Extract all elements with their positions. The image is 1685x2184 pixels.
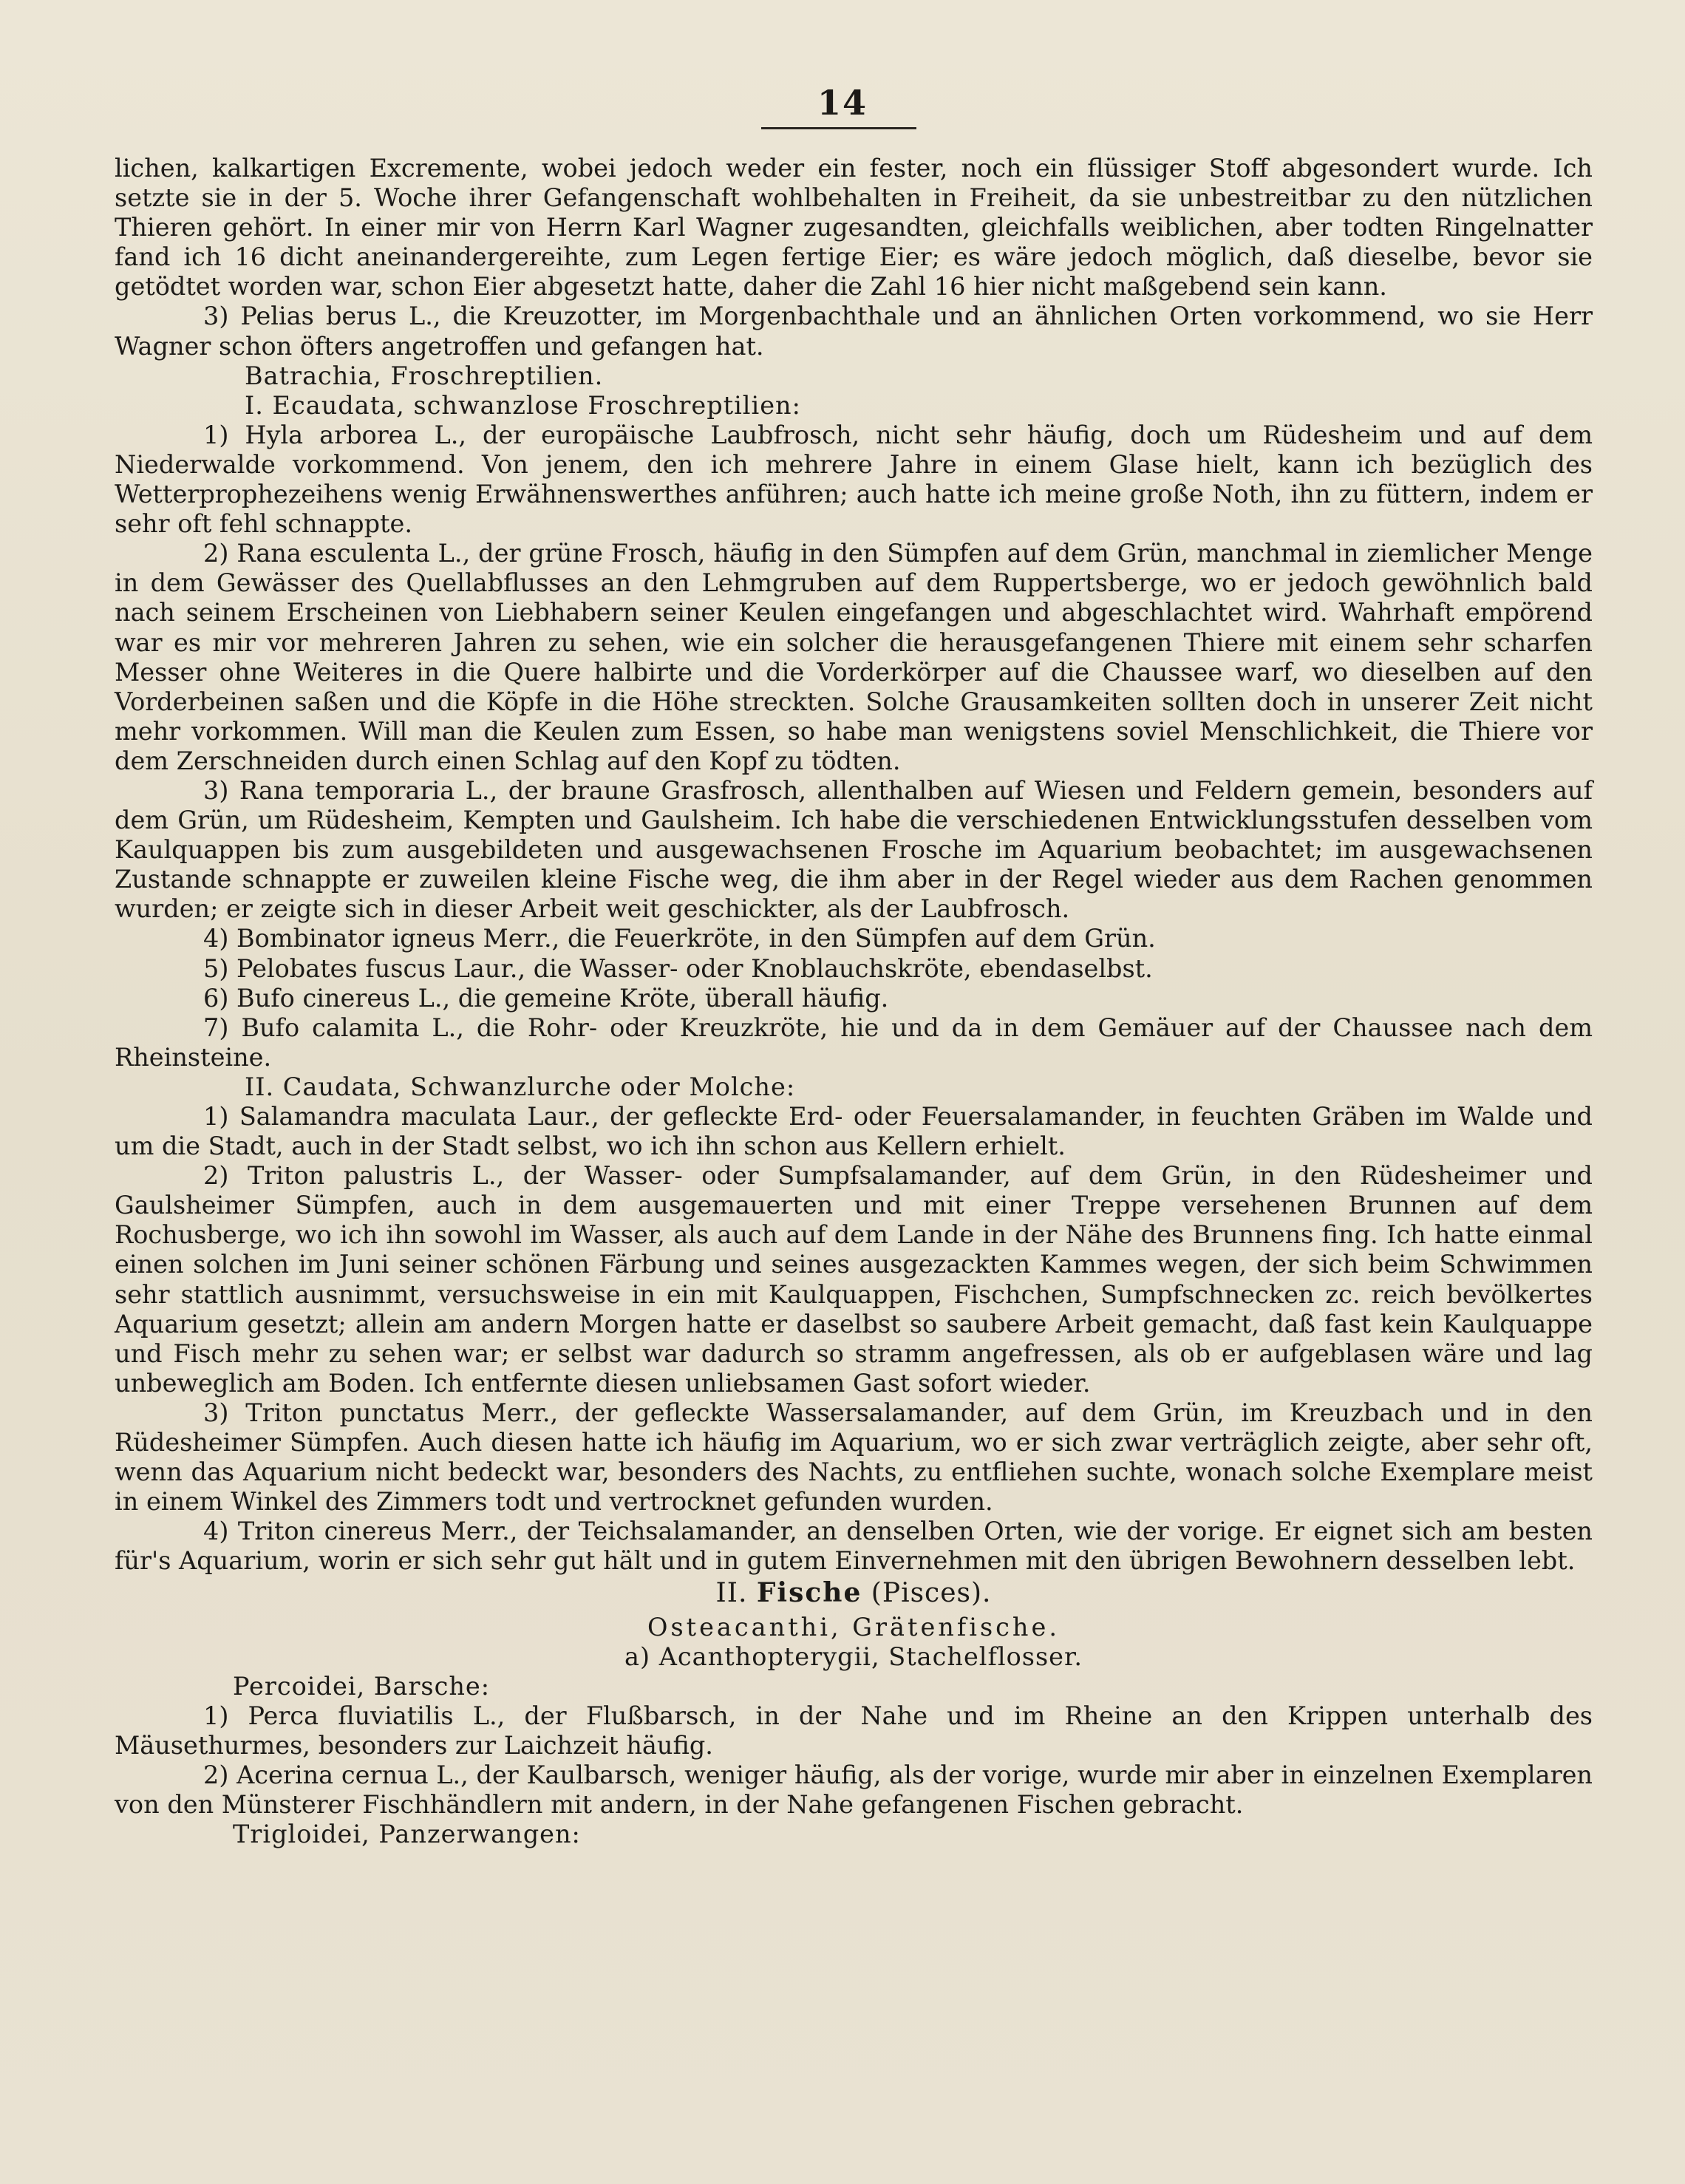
page-number: 14 [817, 83, 868, 123]
paragraph: lichen, kalkartigen Excremente, wobei jedoch weder ein fester, noch ein flüssiger Stoff abgesondert wurde. Ich setzte sie in der 5. Woche ihrer Gefangenschaft wohlbehalten in Freiheit, da sie unbestreitbar zu den nützlichen Thieren gehört. In einer mir von Herrn Karl Wagner zugesandten, gleichfalls weiblichen, aber todten Ringelnatter fand ich 16 dicht aneinandergereihte, zum Legen fertige Eier; es wäre jedoch möglich, daß dieselbe, bevor sie getödtet worden war, schon Eier abgesetzt hatte, daher die Zahl 16 hier nicht maßgebend sein kann. [115, 154, 1593, 302]
paragraph-pelobates: 5) Pelobates fuscus Laur., die Wasser- oder Knoblauchskröte, ebendaselbst. [203, 953, 1153, 983]
heading-acanthopterygii: a) Acanthopterygii, Stachelflosser. [624, 1642, 1083, 1671]
paragraph-triton-palustris: 2) Triton palustris L., der Wasser- oder Sumpfsalamander, auf dem Grün, in den Rüdesheimer und Gaulsheimer Sümpfen, auch in dem ausgemauerten und mit einer Treppe versehenen Brunnen auf dem Rochusberge, wo ich ihn sowohl im Wasser, als auch auf dem Lande in der Nähe des Brunnens fing. Ich hatte einmal einen solchen im Juni seiner schönen Färbung und seines ausgezackten Kammes wegen, der sich beim Schwimmen sehr stattlich ausnimmt, versuchsweise in ein mit Kaulquappen, Fischchen, Sumpfschnecken zc. reich bevölkertes Aquarium gesetzt; allein am andern Morgen hatte er daselbst so saubere Arbeit gemacht, daß fast kein Kaulquappe und Fisch mehr zu sehen war; er selbst war dadurch so stramm angefressen, als ob er aufgeblasen wäre und lag unbeweglich am Boden. Ich entfernte diesen unliebsamen Gast sofort wieder. [115, 1161, 1593, 1398]
paragraph-bufo-calamita: 7) Bufo calamita L., die Rohr- oder Kreuzkröte, hie und da in dem Gemäuer auf der Chaussee nach dem Rheinsteine. [115, 1013, 1593, 1072]
paragraph-perca: 1) Perca fluviatilis L., der Flußbarsch, in der Nahe und im Rheine an den Krippen unterhalb des Mäusethurmes, besonders zur Laichzeit häufig. [115, 1701, 1593, 1760]
heading-fische-latin: (Pisces). [871, 1577, 992, 1608]
paragraph-bombinator: 4) Bombinator igneus Merr., die Feuerkröte, in den Sümpfen auf dem Grün. [203, 924, 1156, 953]
heading-osteacanthi: Osteacanthi, Grätenfische. [647, 1612, 1060, 1642]
paragraph-acerina: 2) Acerina cernua L., der Kaulbarsch, weniger häufig, als der vorige, wurde mir aber in einzelnen Exemplaren von den Münsterer Fischhändlern mit andern, in der Nahe gefangenen Fischen gebracht. [115, 1761, 1593, 1820]
heading-caudata: II. Caudata, Schwanzlurche oder Molche: [245, 1072, 796, 1101]
paragraph-triton-cinereus: 4) Triton cinereus Merr., der Teichsalamander, an denselben Orten, wie der vorige. Er eignet sich am besten für's Aquarium, worin er sich sehr gut hält und in gutem Einvernehmen mit den übrigen Bewohnern desselben lebt. [115, 1517, 1593, 1576]
heading-ecaudata: I. Ecaudata, schwanzlose Froschreptilien: [245, 390, 801, 420]
body-text [115, 154, 1593, 1849]
paragraph-salamandra: 1) Salamandra maculata Laur., der gefleckte Erd- oder Feuersalamander, in feuchten Gräben im Walde und um die Stadt, auch in der Stadt selbst, wo ich ihn schon aus Kellern erhielt. [115, 1102, 1593, 1161]
paragraph-rana-esculenta: 2) Rana esculenta L., der grüne Frosch, häufig in den Sümpfen auf dem Grün, manchmal in ziemlicher Menge in dem Gewässer des Quellabflusses an den Lehmgruben auf dem Ruppertsberge, wo er jedoch gewöhnlich bald nach seinem Erscheinen von Liebhabern seiner Keulen eingefangen und abgeschlachtet wird. Wahrhaft empörend war es mir vor mehreren Jahren zu sehen, wie ein solcher die herausgefangenen Thiere mit einem sehr scharfen Messer ohne Weiteres in die Quere halbirte und die Vorderkörper auf die Chaussee warf, wo dieselben auf den Vorderbeinen saßen und die Köpfe in die Höhe streckten. Solche Grausamkeiten sollten doch in unserer Zeit nicht mehr vorkommen. Will man die Keulen zum Essen, so habe man wenigstens soviel Menschlichkeit, die Thiere vor dem Zerschneiden durch einen Schlag auf den Kopf zu tödten. [115, 539, 1593, 775]
heading-batrachia: Batrachia, Froschreptilien. [245, 361, 604, 390]
paragraph-hyla-arborea: 1) Hyla arborea L., der europäische Laubfrosch, nicht sehr häufig, doch um Rüdesheim und auf dem Niederwalde vorkommend. Von jenem, den ich mehrere Jahre in einem Glase hielt, kann ich bezüglich des Wetterprophezeihens wenig Erwähnenswerthes anführen; auch hatte ich meine große Noth, ihn zu füttern, indem er sehr oft fehl schnappte. [115, 420, 1593, 539]
page-number-rule [761, 127, 916, 129]
heading-fische-number: II. [715, 1577, 748, 1608]
paragraph-bufo-cinereus: 6) Bufo cinereus L., die gemeine Kröte, überall häufig. [203, 983, 889, 1013]
paragraph-rana-temporaria: 3) Rana temporaria L., der braune Grasfrosch, allenthalben auf Wiesen und Feldern gemein, besonders auf dem Grün, um Rüdesheim, Kempten und Gaulsheim. Ich habe die verschiedenen Entwicklungsstufen desselben vom Kaulquappen bis zum ausgebildeten und ausgewachsenen Frosche im Aquarium beobachtet; im ausgewachsenen Zustande schnappte er zuweilen kleine Fische weg, die ihm aber in der Regel wieder aus dem Rachen genommen wurden; er zeigte sich in dieser Arbeit weit geschickter, als der Laubfrosch. [115, 775, 1593, 924]
heading-percoidei: Percoidei, Barsche: [233, 1671, 491, 1701]
heading-fische [115, 1578, 1593, 1608]
heading-fische-word: Fische [756, 1576, 862, 1608]
heading-trigloidei: Trigloidei, Panzerwangen: [233, 1820, 581, 1849]
paragraph-pelias-berus: 3) Pelias berus L., die Kreuzotter, im Morgenbachthale und an ähnlichen Orten vorkommend, wo sie Herr Wagner schon öfters angetroffen und gefangen hat. [115, 302, 1593, 361]
paragraph-triton-punctatus: 3) Triton punctatus Merr., der gefleckte Wassersalamander, auf dem Grün, im Kreuzbach und in den Rüdesheimer Sümpfen. Auch diesen hatte ich häufig im Aquarium, wo er sich zwar verträglich zeigte, aber sehr oft, wenn das Aquarium nicht bedeckt war, besonders des Nachts, zu entfliehen suchte, wonach solche Exemplare meist in einem Winkel des Zimmers todt und vertrocknet gefunden wurden. [115, 1398, 1593, 1517]
